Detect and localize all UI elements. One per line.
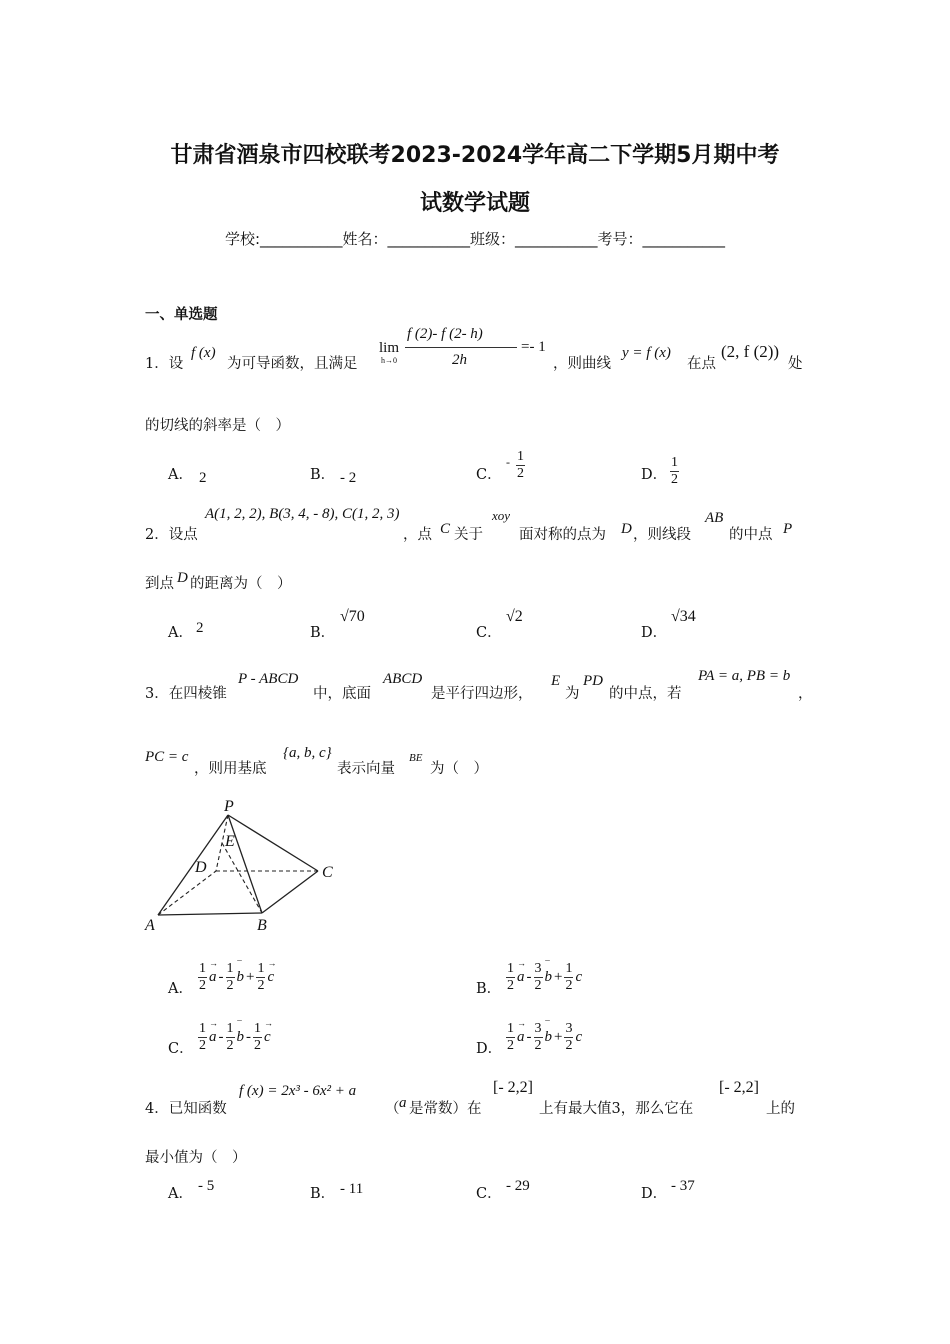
- q4-option-a-value: - 5: [198, 1178, 215, 1194]
- q4-option-c-label: C．: [476, 1186, 502, 1202]
- q3-text5: ，: [798, 686, 813, 702]
- q4-interval-1: [- 2,2]: [493, 1079, 533, 1096]
- q3-option-d-expression: $\frac{1}{2}$ → a - $\frac{3}{2}$ ‾ b + $\frac{3}{2}$ c: [506, 1022, 582, 1053]
- q1-option-c-minus: -: [506, 455, 510, 469]
- q3-basis: {a, b, c}: [283, 745, 332, 761]
- q2-option-b-value: √70: [340, 608, 365, 625]
- student-info-line: 学校:___________姓名：___________班级：___________考号：___________: [224, 230, 726, 248]
- q1-fx: f (x): [191, 345, 216, 361]
- q4-option-d-value: - 37: [671, 1178, 695, 1194]
- q3-be: BE: [409, 752, 423, 764]
- q2-line2a: 到点: [145, 576, 174, 592]
- q3-option-b-expression: $\frac{1}{2}$ → a - $\frac{3}{2}$ ‾ b + $\frac{1}{2}$ c: [506, 962, 582, 993]
- q1-option-c-fraction: $\frac{1}{2}$: [517, 449, 524, 481]
- q1-text2: ，则曲线: [553, 356, 611, 372]
- section-heading: 一、单选题: [145, 307, 218, 323]
- q3-pyramid: P - ABCD: [238, 671, 299, 687]
- q3-option-b-label: B．: [476, 981, 502, 997]
- q2-option-c-value: √2: [506, 608, 523, 625]
- q2-ab: AB: [705, 510, 724, 526]
- q4-text3: 上有最大值3，那么它在: [539, 1101, 694, 1117]
- q4-text2: 是常数）在: [409, 1101, 482, 1117]
- q3-base: ABCD: [383, 671, 423, 687]
- q3-option-c-label: C．: [168, 1041, 194, 1057]
- label-a: A: [145, 917, 155, 934]
- q2-text2: 关于: [454, 527, 483, 543]
- q1-curve: y = f (x): [622, 345, 671, 361]
- q1-option-a-label: A．: [168, 467, 193, 483]
- q4-text4: 上的: [766, 1101, 795, 1117]
- title-line-2: 试数学试题: [419, 191, 530, 216]
- q2-option-a-value: 2: [196, 620, 204, 636]
- q1-text1: 为可导函数，且满足: [227, 356, 358, 372]
- q4-option-b-label: B．: [310, 1186, 336, 1202]
- q2-line2c: 的距离为（ ）: [190, 576, 292, 592]
- q1-option-a-value: 2: [199, 470, 207, 486]
- q1-equals: =- 1: [521, 339, 546, 355]
- q3-text1: 中，底面: [313, 686, 371, 702]
- q3-text2: 是平行四边形，: [431, 686, 533, 702]
- edge-pc: [228, 815, 318, 871]
- q3-option-a-label: A．: [168, 981, 193, 997]
- q1-line2: 的切线的斜率是（ ）: [145, 418, 290, 434]
- q1-option-d-fraction: $\frac{1}{2}$: [671, 455, 678, 487]
- q3-condition: PA = a, PB = b: [698, 668, 791, 684]
- q1-option-c-label: C．: [476, 467, 502, 483]
- q3-text8: 为（ ）: [430, 761, 488, 777]
- label-d: D: [195, 859, 207, 876]
- q2-option-b-label: B．: [310, 625, 336, 641]
- edge-bc: [262, 871, 318, 913]
- q2-text1: ，点: [403, 527, 432, 543]
- q1-num: 1．设: [145, 356, 184, 372]
- q1-text3: 在点: [687, 356, 716, 372]
- title-line-1: 甘肃省酒泉市四校联考2023-2024学年高二下学期5月期中考: [170, 143, 780, 168]
- q1-fraction-bar: [405, 347, 517, 348]
- q4-interval-2: [- 2,2]: [719, 1079, 759, 1096]
- q1-lim: lim: [379, 340, 400, 356]
- q1-option-b-value: - 2: [340, 470, 357, 486]
- q4-option-c-value: - 29: [506, 1178, 530, 1194]
- q1-option-b-label: B．: [310, 467, 336, 483]
- edge-pb: [228, 815, 262, 913]
- q4-a: a: [399, 1095, 407, 1111]
- q2-text5: 的中点: [729, 527, 773, 543]
- q1-numerator: f (2)- f (2- h): [407, 326, 483, 342]
- q3-pc: PC = c: [145, 749, 189, 765]
- q2-option-d-value: √34: [671, 608, 696, 625]
- q3-pd: PD: [583, 673, 603, 689]
- q4-line2: 最小值为（ ）: [145, 1150, 247, 1166]
- label-c: C: [322, 864, 333, 881]
- q3-num: 3．在四棱锥: [145, 686, 227, 702]
- q4-option-d-label: D．: [641, 1186, 668, 1202]
- q2-points: A(1, 2, 2), B(3, 4, - 8), C(1, 2, 3): [205, 506, 400, 522]
- q2-text3: 面对称的点为: [519, 527, 606, 543]
- q3-text6: ，则用基底: [194, 761, 267, 777]
- q1-option-d-label: D．: [641, 467, 668, 483]
- q2-line2b: D: [177, 570, 188, 586]
- q2-d: D: [621, 521, 632, 537]
- q2-c: C: [440, 521, 451, 537]
- q2-text4: ，则线段: [633, 527, 691, 543]
- q3-text3: 为: [565, 686, 580, 702]
- q3-option-a-expression: $\frac{1}{2}$ → a - $\frac{1}{2}$ ‾ b + $\frac{1}{2}$ → c: [198, 962, 274, 993]
- q2-num: 2．设点: [145, 527, 198, 543]
- q1-text4: 处: [788, 356, 803, 372]
- q3-text7: 表示向量: [337, 761, 395, 777]
- q1-point: (2, f (2)): [721, 342, 780, 361]
- q3-e: E: [551, 673, 561, 689]
- q4-num: 4．已知函数: [145, 1101, 227, 1117]
- q2-option-d-label: D．: [641, 625, 668, 641]
- q4-option-a-label: A．: [168, 1186, 193, 1202]
- q3-text4: 的中点，若: [609, 686, 682, 702]
- edge-ad: [158, 871, 216, 915]
- q3-option-c-expression: $\frac{1}{2}$ → a - $\frac{1}{2}$ ‾ b - $\frac{1}{2}$ → c: [198, 1022, 271, 1053]
- q4-text1: （: [385, 1101, 400, 1117]
- q1-denominator: 2h: [452, 352, 467, 368]
- edge-ab: [158, 913, 262, 915]
- label-b: B: [257, 917, 267, 934]
- pyramid-figure: [140, 795, 345, 940]
- q1-lim-sub: h→0: [381, 356, 397, 365]
- q2-p: P: [783, 521, 793, 537]
- q2-plane: xoy: [492, 508, 511, 523]
- label-p: P: [224, 798, 234, 815]
- q2-option-a-label: A．: [168, 625, 193, 641]
- q4-option-b-value: - 11: [340, 1181, 364, 1197]
- label-e: E: [225, 833, 235, 850]
- q3-option-d-label: D．: [476, 1041, 503, 1057]
- q2-option-c-label: C．: [476, 625, 502, 641]
- q4-function: f (x) = 2x³ - 6x² + a: [239, 1083, 357, 1099]
